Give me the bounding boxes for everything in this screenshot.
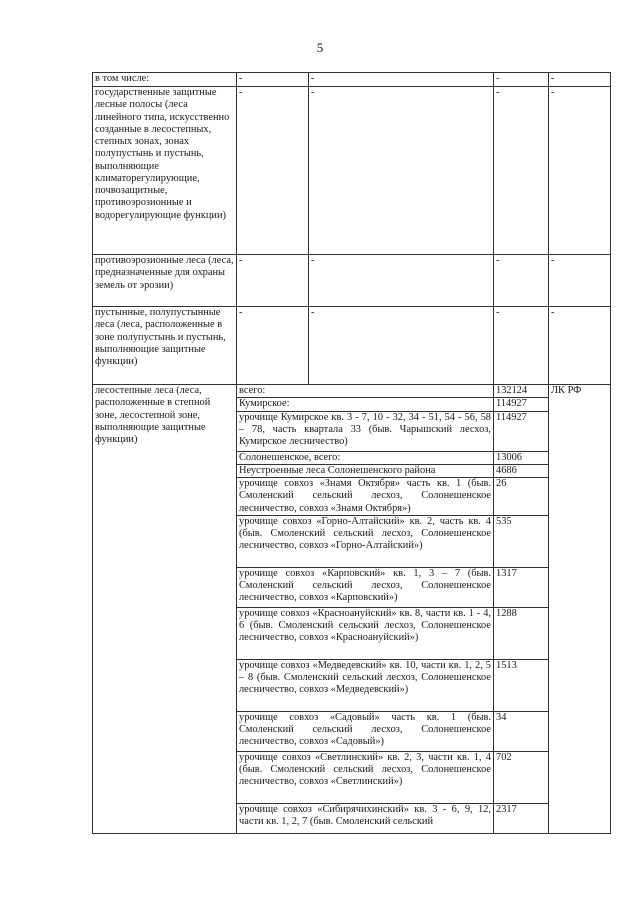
area-value: 2317 — [494, 803, 549, 833]
dash-cell: - — [549, 255, 611, 307]
area-value: 1288 — [494, 607, 549, 659]
plot-description: всего: — [237, 385, 494, 398]
plot-description: Солонешенское, всего: — [237, 451, 494, 464]
dash-cell: - — [549, 73, 611, 87]
plot-description: Неустроенные леса Солонешенского района — [237, 464, 494, 477]
area-value: 114927 — [494, 411, 549, 451]
area-value: 1317 — [494, 567, 549, 607]
dash-cell: - — [237, 307, 309, 385]
area-value: 702 — [494, 751, 549, 803]
dash-cell: - — [309, 87, 494, 255]
table-row — [93, 307, 611, 385]
plot-description: урочище совхоз «Горно-Алтайский» кв. 2, часть кв. 4 (быв. Смоленский сельский лесхоз, Солонешенское лесничество, совхоз «Горно-Алтайский») — [237, 515, 494, 567]
table-row — [93, 385, 611, 398]
dash-cell: - — [494, 73, 549, 87]
category-label: лесостепные леса (леса, расположенные в степной зоне, лесостепной зоне, выполняющие защитные функции) — [93, 385, 237, 834]
dash-cell: - — [309, 73, 494, 87]
dash-cell: - — [237, 255, 309, 307]
dash-cell: - — [549, 307, 611, 385]
category-label: государственные защитные лесные полосы (леса линейного типа, искусственно созданные в лесостепных, степных зонах, зонах полупустынь и пустынь, выполняющие климаторегулирующие, почвозащитные, противоэрозионные и водорегулирующие функции) — [93, 87, 237, 255]
area-value: 132124 — [494, 385, 549, 398]
plot-description: урочище Кумирское кв. 3 - 7, 10 - 32, 34 - 51, 54 - 56, 58 – 78, часть квартала 33 (быв. Чарышский лесхоз, Кумирское лесничество) — [237, 411, 494, 451]
plot-description: урочище совхоз «Садовый» часть кв. 1 (быв. Смоленский сельский лесхоз, Солонешенское лесничество, совхоз «Садовый») — [237, 711, 494, 751]
area-value: 535 — [494, 515, 549, 567]
dash-cell: - — [494, 255, 549, 307]
dash-cell: - — [237, 87, 309, 255]
table-row — [93, 87, 611, 255]
category-label: в том числе: — [93, 73, 237, 87]
dash-cell: - — [549, 87, 611, 255]
dash-cell: - — [494, 307, 549, 385]
legal-basis: ЛК РФ — [549, 385, 611, 834]
plot-description: урочище совхоз «Сибирячихинский» кв. 3 - 6, 9, 12, части кв. 1, 2, 7 (быв. Смоленский сельский — [237, 803, 494, 833]
forest-table — [92, 72, 611, 834]
plot-description: урочище совхоз «Светлинский» кв. 2, 3, части кв. 1, 4 (быв. Смоленский сельский лесхоз, Солонешенское лесничество, совхоз «Светлинский») — [237, 751, 494, 803]
area-value: 26 — [494, 478, 549, 516]
plot-description: урочище совхоз «Знамя Октября» часть кв. 1 (быв. Смоленский сельский лесхоз, Солонешенское лесничество, совхоз «Знамя Октября») — [237, 478, 494, 516]
plot-description: Кумирское: — [237, 398, 494, 411]
dash-cell: - — [309, 255, 494, 307]
area-value: 34 — [494, 711, 549, 751]
plot-description: урочище совхоз «Красноануйский» кв. 8, части кв. 1 - 4, 6 (быв. Смоленский сельский лесхоз, Солонешенское лесничество, совхоз «Красноануйский») — [237, 607, 494, 659]
plot-description: урочище совхоз «Медведевский» кв. 10, части кв. 1, 2, 5 – 8 (быв. Смоленский сельский лесхоз, Солонешенское лесничество, совхоз «Медведевский») — [237, 659, 494, 711]
dash-cell: - — [237, 73, 309, 87]
page-number: 5 — [316, 40, 324, 55]
area-value: 4686 — [494, 464, 549, 477]
table-row — [93, 255, 611, 307]
area-value: 13006 — [494, 451, 549, 464]
category-label: пустынные, полупустынные леса (леса, расположенные в зоне полупустынь и пустынь, выполняющие защитные функции) — [93, 307, 237, 385]
category-label: противоэрозионные леса (леса, предназначенные для охраны земель от эрозии) — [93, 255, 237, 307]
area-value: 1513 — [494, 659, 549, 711]
plot-description: урочище совхоз «Карповский» кв. 1, 3 – 7 (быв. Смоленский сельский лесхоз, Солонешенское лесничество, совхоз «Карповский») — [237, 567, 494, 607]
dash-cell: - — [494, 87, 549, 255]
dash-cell: - — [309, 307, 494, 385]
table-row — [93, 73, 611, 87]
area-value: 114927 — [494, 398, 549, 411]
